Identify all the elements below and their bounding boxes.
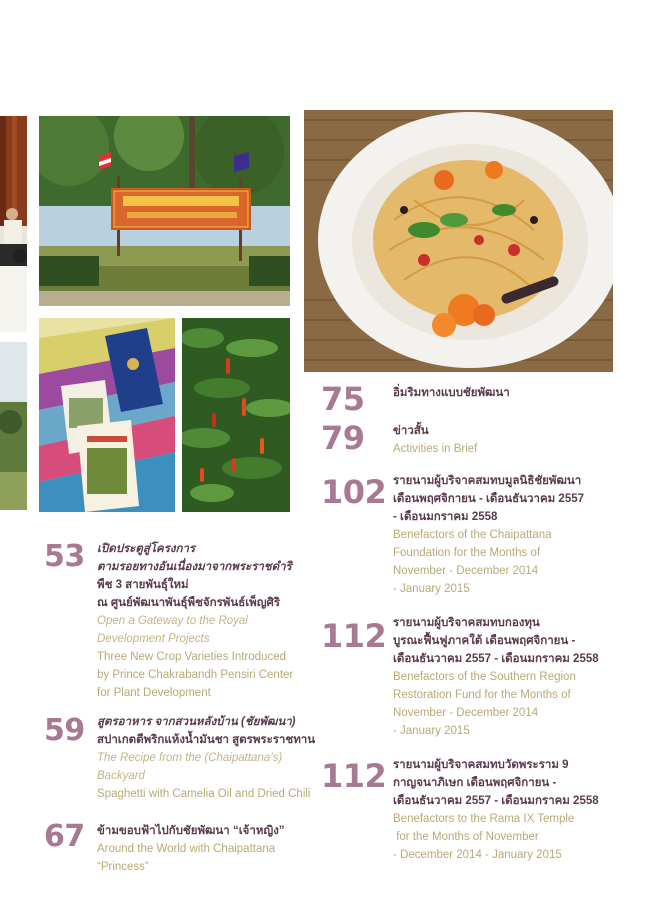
- entry-line: by Prince Chakrabandh Pensiri Center: [97, 669, 294, 681]
- entry-text: [393, 756, 599, 864]
- page-number: 67: [44, 819, 85, 854]
- entry-line: สปาเกตตีพริกแห้งน้ำมันชา สูตรพระราชทาน: [97, 734, 316, 746]
- entry-text: [393, 422, 477, 458]
- page-number: 102: [321, 473, 387, 511]
- photo-project-sign: [39, 116, 290, 306]
- entry-line: - January 2015: [393, 583, 470, 595]
- entry-line: - December 2014 - January 2015: [393, 849, 562, 861]
- entry-line: เปิดประตูสู่โครงการ: [97, 543, 196, 555]
- toc-entry-79[interactable]: [321, 419, 611, 460]
- entry-text: [97, 713, 315, 803]
- toc-entry-59[interactable]: [44, 713, 324, 805]
- entry-text: [97, 540, 293, 702]
- entry-line: - January 2015: [393, 725, 470, 737]
- page-number: 112: [321, 757, 387, 795]
- photo-spaghetti-dish: [304, 110, 613, 372]
- photo-seed-booklets: [39, 318, 175, 512]
- entry-line: พืช 3 สายพันธุ์ใหม่: [97, 579, 189, 591]
- entry-line: Restoration Fund for the Months of: [393, 689, 571, 701]
- photo-field-edge: [0, 342, 27, 510]
- toc-entry-112-rama-ix[interactable]: [321, 756, 611, 868]
- entry-line: Backyard: [97, 770, 145, 782]
- entry-line: อิ่มริมทางแบบชัยพัฒนา: [393, 387, 510, 399]
- photo-chili-plant: [182, 318, 290, 512]
- entry-line: เดือนธันวาคม 2557 - เดือนมกราคม 2558: [393, 653, 599, 665]
- entry-line: รายนามผู้บริจาคสมทบกองทุน: [393, 617, 540, 629]
- toc-entry-67[interactable]: [44, 819, 304, 878]
- entry-line: Three New Crop Varieties Introduced: [97, 651, 286, 663]
- toc-entry-75[interactable]: [321, 380, 611, 418]
- entry-text: [97, 822, 285, 876]
- entry-line: The Recipe from the (Chaipattana’s): [97, 752, 283, 764]
- page-number: 112: [321, 617, 387, 655]
- entry-line: Benefactors of the Chaipattana: [393, 529, 552, 541]
- entry-line: for Plant Development: [97, 687, 211, 699]
- entry-line: Benefactors to the Rama IX Temple: [393, 813, 575, 825]
- toc-entry-112-southern[interactable]: [321, 614, 611, 742]
- entry-line: กาญจนาภิเษก เดือนพฤศจิกายน -: [393, 777, 557, 789]
- page-number: 59: [44, 713, 85, 748]
- entry-line: November - December 2014: [393, 707, 539, 719]
- entry-text: [393, 384, 510, 402]
- entry-line: Open a Gateway to the Royal: [97, 615, 248, 627]
- page-number: 79: [321, 419, 365, 457]
- entry-line: ณ ศูนย์พัฒนาพันธุ์พืชจักรพันธ์เพ็ญศิริ: [97, 597, 281, 609]
- entry-line: Spaghetti with Camelia Oil and Dried Chili: [97, 788, 311, 800]
- page-number: 53: [44, 539, 85, 574]
- entry-line: Activities in Brief: [393, 443, 478, 455]
- entry-line: for the Months of November: [393, 831, 539, 843]
- entry-line: Benefactors of the Southern Region: [393, 671, 576, 683]
- entry-line: สูตรอาหาร จากสวนหลังบ้าน (ชัยพัฒนา): [97, 716, 296, 728]
- entry-line: ตามรอยทางอันเนื่องมาจากพระราชดำริ: [97, 561, 292, 573]
- entry-line: ข่าวสั้น: [393, 425, 429, 437]
- entry-line: รายนามผู้บริจาคสมทบมูลนิธิชัยพัฒนา: [393, 475, 582, 487]
- photo-ceremony-edge: [0, 116, 27, 332]
- entry-line: November - December 2014: [393, 565, 539, 577]
- entry-line: บูรณะฟื้นฟูภาคใต้ เดือนพฤศจิกายน -: [393, 635, 576, 647]
- entry-text: [393, 614, 599, 740]
- entry-line: Development Projects: [97, 633, 210, 645]
- entry-line: รายนามผู้บริจาคสมทบวัดพระราม 9: [393, 759, 569, 771]
- entry-text: [393, 472, 584, 598]
- entry-line: เดือนพฤศจิกายน - เดือนธันวาคม 2557: [393, 493, 585, 505]
- entry-line: Around the World with Chaipattana: [97, 843, 276, 855]
- entry-line: Foundation for the Months of: [393, 547, 541, 559]
- entry-line: “Princess”: [97, 861, 149, 873]
- toc-entry-102[interactable]: [321, 472, 611, 600]
- entry-line: ข้ามขอบฟ้าไปกับชัยพัฒนา “เจ้าหญิง”: [97, 825, 285, 837]
- toc-entry-53[interactable]: [44, 540, 304, 702]
- entry-line: - เดือนมกราคม 2558: [393, 511, 498, 523]
- page-number: 75: [321, 380, 365, 418]
- entry-line: เดือนธันวาคม 2557 - เดือนมกราคม 2558: [393, 795, 599, 807]
